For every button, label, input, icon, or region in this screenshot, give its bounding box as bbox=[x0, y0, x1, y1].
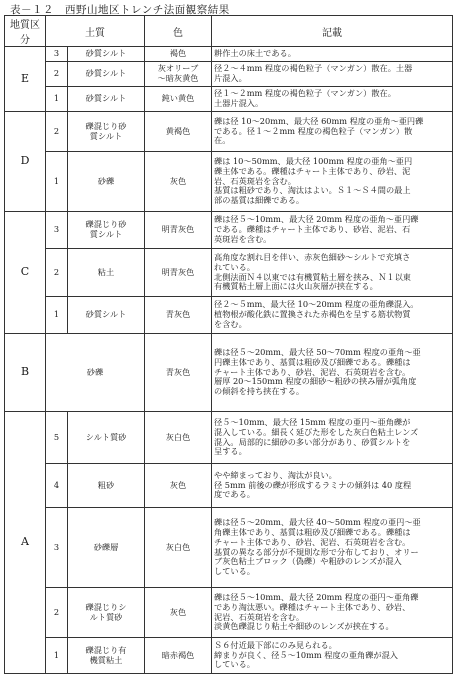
description-line: 礫は径５～20mm、最大径 40～50mm 程度の亜円～亜 bbox=[214, 517, 421, 528]
description-line: の傾斜を持ち挟在する。 bbox=[214, 386, 305, 396]
description-line: 角礫主体であり、基質は粗砂及び細礫である。礫種は bbox=[214, 527, 411, 538]
description-line: を含む。 bbox=[214, 318, 247, 329]
description-line: 礫は径５～20mm、最大径 50～70mm 程度の亜角～亜 bbox=[214, 347, 421, 358]
description-line: 混入。局部的に細砂の多い部分があり、砂質シルトを bbox=[214, 436, 411, 447]
color-text: 灰白色 bbox=[165, 541, 191, 552]
geology-division-cell: E bbox=[5, 47, 46, 112]
description-line: 礫は径 10～20mm、最大径 60mm 程度の亜角～亜円礫 bbox=[214, 115, 424, 126]
soil-cell bbox=[68, 638, 145, 674]
layer-number-cell: 2 bbox=[46, 62, 68, 87]
description-cell bbox=[212, 47, 453, 62]
description-line: 在。 bbox=[214, 135, 231, 146]
soil-text: 礫混じり有 bbox=[85, 644, 127, 655]
description-line: 層厚 20～150mm 程度の細砂～粗砂の挟み層が弧角度 bbox=[214, 376, 417, 387]
table-row bbox=[5, 638, 453, 674]
soil-text: 礫混じりシ bbox=[85, 601, 127, 612]
color-text: 灰白色 bbox=[165, 431, 191, 442]
description-line: れている。 bbox=[214, 261, 255, 272]
description-cell bbox=[212, 249, 453, 297]
soil-text: 粗砂 bbox=[97, 479, 115, 490]
soil-cell bbox=[68, 249, 145, 297]
soil-text: 砂礫層 bbox=[93, 541, 119, 552]
table-row bbox=[5, 87, 453, 112]
soil-cell bbox=[46, 334, 145, 412]
soil-cell bbox=[68, 152, 145, 212]
description-line: 径１～２mm 程度の褐色粒子（マンガン）散在。 bbox=[214, 88, 396, 99]
header-row bbox=[5, 16, 453, 47]
soil-text: 機質粘土 bbox=[89, 654, 123, 665]
description-cell bbox=[212, 152, 453, 212]
description-line: 径５～10mm、最大径 15mm 程度の亜円～亜角礫が bbox=[214, 417, 411, 428]
color-text: 明青灰色 bbox=[161, 224, 195, 235]
soil-text: 礫混じり砂 bbox=[85, 219, 127, 230]
description-line: 円礫主体であり、基質は粗砂及び細礫である。礫種は bbox=[214, 356, 411, 367]
color-cell bbox=[145, 47, 212, 62]
table-row bbox=[5, 62, 453, 87]
description-cell bbox=[212, 112, 453, 152]
soil-cell bbox=[68, 47, 145, 62]
color-cell bbox=[145, 249, 212, 297]
description-cell bbox=[212, 334, 453, 412]
table-row bbox=[5, 508, 453, 588]
table-row bbox=[5, 588, 453, 638]
layer-number-cell: 3 bbox=[46, 212, 68, 249]
description-line: 英斑岩を含む。 bbox=[214, 233, 272, 244]
color-text: 明青灰色 bbox=[161, 266, 195, 277]
color-cell bbox=[145, 638, 212, 674]
description-line: 基質は粗砂であり、淘汰はよい。Ｓ１～Ｓ４間の最上 bbox=[214, 185, 411, 196]
soil-cell bbox=[68, 412, 145, 464]
color-cell bbox=[145, 112, 212, 152]
description-line: 淡黄色礫混じり粘土や細砂のレンズが挟在する。 bbox=[214, 621, 394, 632]
layer-number-cell: 4 bbox=[46, 464, 68, 508]
layer-number-cell: 1 bbox=[46, 297, 68, 334]
description-line: 礫は径５～10mm、最大径 20mm 程度の亜円～亜角礫 bbox=[214, 592, 419, 603]
color-text: ～暗灰黄色 bbox=[157, 73, 199, 83]
color-text: 灰オリーブ bbox=[157, 63, 199, 74]
description-line: 片混入。 bbox=[214, 73, 247, 83]
layer-number-cell: 3 bbox=[46, 508, 68, 588]
description-line: 北側法面Ｎ４以東では有機質粘土層を挟み、Ｎ１以東 bbox=[214, 271, 411, 282]
color-text: 灰色 bbox=[169, 606, 187, 617]
table-title: 表－１２ 西野山地区トレンチ法面観察結果 bbox=[10, 4, 230, 16]
description-line: Ｓ６付近最下部にのみ見られる。 bbox=[214, 639, 337, 650]
description-cell bbox=[212, 508, 453, 588]
description-line: 径２～５mm、最大径 10～20mm 程度の亜角礫混入。 bbox=[214, 299, 419, 310]
color-cell bbox=[145, 62, 212, 87]
geology-division-cell: D bbox=[5, 112, 46, 212]
description-line: 礫は 10～50mm、最大径 100mm 程度の亜角～亜円 bbox=[214, 156, 413, 167]
color-cell bbox=[145, 412, 212, 464]
table-row bbox=[5, 297, 453, 334]
description-cell bbox=[212, 62, 453, 87]
description-line: 泥岩、石英斑岩を含む。 bbox=[214, 611, 305, 622]
table-row bbox=[5, 47, 453, 62]
description-line: 混入している。細長く延びた形をした灰白色粘土レンズ bbox=[214, 426, 419, 437]
description-line: 呈する。 bbox=[214, 446, 247, 457]
soil-text: 質シルト bbox=[89, 229, 123, 239]
description-line: チャート主体であり、砂岩、泥岩、石英斑岩を含む。 bbox=[214, 536, 411, 547]
header-color: 色 bbox=[145, 16, 212, 47]
color-cell bbox=[145, 508, 212, 588]
description-cell bbox=[212, 638, 453, 674]
color-text: 黄褐色 bbox=[165, 125, 191, 136]
description-line: している。 bbox=[214, 565, 255, 576]
soil-text: ルト質砂 bbox=[89, 611, 123, 622]
layer-number-cell: 2 bbox=[46, 249, 68, 297]
soil-text: 砂礫 bbox=[97, 175, 115, 186]
soil-cell bbox=[68, 464, 145, 508]
table-row bbox=[5, 249, 453, 297]
soil-text: 砂質シルト bbox=[85, 93, 127, 104]
color-cell bbox=[145, 87, 212, 112]
soil-cell bbox=[68, 87, 145, 112]
color-cell bbox=[145, 588, 212, 638]
description-cell bbox=[212, 464, 453, 508]
color-text: 暗赤褐色 bbox=[161, 649, 195, 660]
color-text: 青灰色 bbox=[165, 366, 191, 377]
table-row bbox=[5, 112, 453, 152]
soil-cell bbox=[68, 112, 145, 152]
geology-division-cell: A bbox=[5, 412, 46, 674]
description-cell bbox=[212, 212, 453, 249]
description-line: 部の基質は細礫である。 bbox=[214, 195, 305, 205]
soil-cell bbox=[68, 508, 145, 588]
table-row bbox=[5, 412, 453, 464]
color-cell bbox=[145, 464, 212, 508]
geology-division-cell: B bbox=[5, 334, 46, 412]
layer-number-cell: 1 bbox=[46, 87, 68, 112]
header-geology-division: 地質区分 bbox=[5, 16, 46, 47]
layer-number-cell: 2 bbox=[46, 112, 68, 152]
description-line: である。礫種はチャート主体であり、砂岩、泥岩、石 bbox=[214, 224, 411, 235]
color-cell bbox=[145, 334, 212, 412]
color-text: 青灰色 bbox=[165, 309, 191, 320]
table-row bbox=[5, 212, 453, 249]
color-text: 灰色 bbox=[169, 479, 187, 490]
description-line: 有機質粘土層上面には火山灰層が挟在する。 bbox=[214, 281, 378, 292]
layer-number-cell: 5 bbox=[46, 412, 68, 464]
description-line: チャート主体であり、砂岩、泥岩、石英斑岩を含む。 bbox=[214, 366, 411, 377]
soil-cell bbox=[68, 297, 145, 334]
layer-number-cell: 1 bbox=[46, 152, 68, 212]
description-line: である。径１～２mm 程度の褐色粒子（マンガン）散 bbox=[214, 125, 413, 136]
description-line: 植物根が酸化鉄に置換された赤褐色を呈する筋状物質 bbox=[214, 309, 411, 320]
color-cell bbox=[145, 297, 212, 334]
color-text: 褐色 bbox=[169, 48, 187, 59]
description-line: 締まりが良く、径５～10mm 程度の亜角礫が混入 bbox=[214, 649, 398, 660]
description-cell bbox=[212, 412, 453, 464]
description-line: している。 bbox=[214, 659, 255, 670]
header-soil: 土質 bbox=[46, 16, 145, 47]
description-line: 高角度な割れ目を伴い、赤灰色細砂～シルトで充填さ bbox=[214, 252, 411, 263]
table-row bbox=[5, 464, 453, 508]
description-line: ブ灰色粘土ブロック（偽礫）や粗砂のレンズが混入 bbox=[214, 556, 402, 567]
description-cell bbox=[212, 588, 453, 638]
color-cell bbox=[145, 212, 212, 249]
header-description: 記載 bbox=[212, 16, 453, 47]
layer-number-cell: 1 bbox=[46, 638, 68, 674]
description-line: 土器片混入。 bbox=[214, 98, 264, 108]
description-line: 耕作土の床土である。 bbox=[214, 48, 296, 59]
soil-text: 砂質シルト bbox=[85, 309, 127, 320]
soil-text: 粘土 bbox=[97, 266, 115, 277]
soil-text: 砂礫 bbox=[86, 366, 104, 377]
description-cell bbox=[212, 87, 453, 112]
soil-text: シルト質砂 bbox=[85, 431, 127, 442]
description-line: であり淘汰悪い。礫種はチャート主体であり、砂岩、 bbox=[214, 601, 411, 612]
soil-text: 質シルト bbox=[89, 130, 123, 141]
color-text: 灰色 bbox=[169, 175, 187, 186]
soil-cell bbox=[68, 62, 145, 87]
description-line: 礫主体である。礫種はチャート主体であり、砂岩、泥 bbox=[214, 165, 411, 176]
description-cell bbox=[212, 297, 453, 334]
description-line: 礫は径５～10mm、最大径 20mm 程度の亜角～亜円礫 bbox=[214, 214, 419, 225]
description-line: 基質の異なる部分が不規則な形で分布しており、オリー bbox=[214, 546, 419, 557]
color-text: 鈍い黄色 bbox=[161, 93, 195, 104]
geology-division-cell: C bbox=[5, 212, 46, 334]
description-line: 径２～４mm 程度の褐色粒子（マンガン）散在。土器 bbox=[214, 63, 413, 74]
description-line: 岩、石英斑岩を含む。 bbox=[214, 175, 296, 186]
table-row bbox=[5, 334, 453, 412]
layer-number-cell: 2 bbox=[46, 588, 68, 638]
table-row bbox=[5, 152, 453, 212]
soil-text: 礫混じり砂 bbox=[85, 120, 127, 131]
description-line: やや締まっており、淘汰が良い。 bbox=[214, 469, 337, 480]
soil-cell bbox=[68, 588, 145, 638]
soil-text: 砂質シルト bbox=[85, 48, 127, 59]
soil-text: 砂質シルト bbox=[85, 68, 127, 79]
layer-number-cell: 3 bbox=[46, 47, 68, 62]
description-line: 径 5mm 前後の礫が形成するラミナの傾斜は 40 度程 bbox=[214, 479, 412, 490]
observation-table bbox=[4, 15, 453, 674]
color-cell bbox=[145, 152, 212, 212]
soil-cell bbox=[68, 212, 145, 249]
description-line: 度である。 bbox=[214, 489, 255, 500]
